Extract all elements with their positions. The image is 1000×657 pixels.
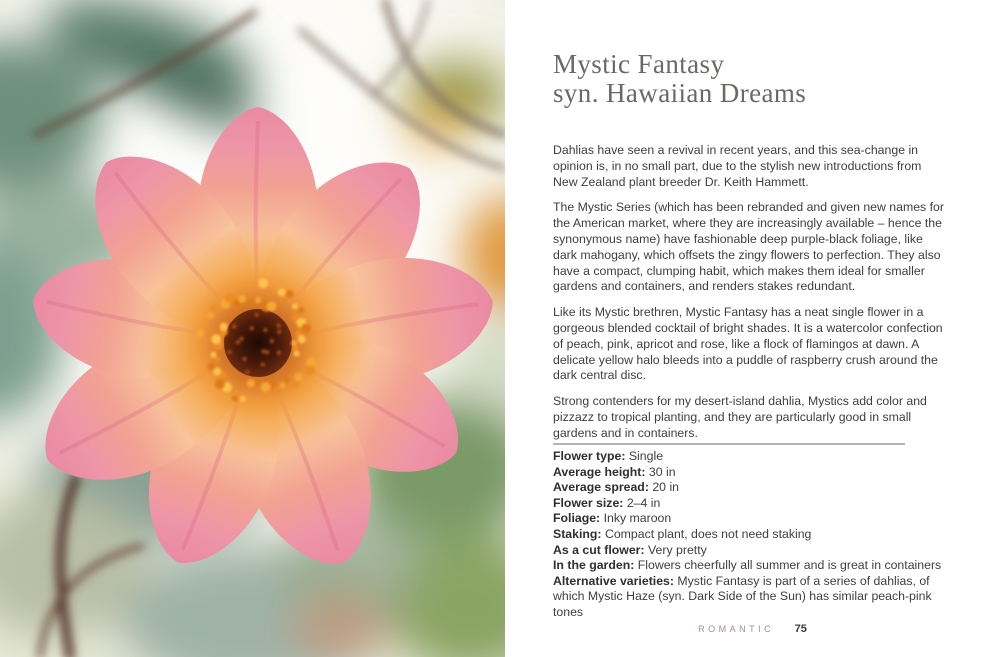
spec-label: Average spread: xyxy=(553,480,649,495)
spec-row xyxy=(553,527,946,543)
spec-value: 20 in xyxy=(652,480,680,495)
spec-value: Compact plant, does not need staking xyxy=(604,526,812,541)
spec-value: Inky maroon xyxy=(603,511,672,526)
spec-row xyxy=(553,449,946,465)
spec-row xyxy=(553,511,946,527)
spec-label: In the garden: xyxy=(553,558,635,573)
title-line-2: syn. Hawaiian Dreams xyxy=(553,78,807,108)
title-line-1: Mystic Fantasy xyxy=(553,49,725,79)
central-disc xyxy=(224,309,292,377)
spec-value: 30 in xyxy=(648,464,676,479)
paragraph: Dahlias have seen a revival in recent years, and this sea-change in opinion is, in no small part, due to the stylish new introductions from New Zealand plant breeder Dr. Keith Hammett. xyxy=(553,143,922,189)
spec-value: Flowers cheerfully all summer and is great in containers xyxy=(637,558,942,573)
paragraph: Like its Mystic brethren, Mystic Fantasy has a neat single flower in a gorgeous blended cocktail of bright shades. It is a watercolor confection of peach, pink, apricot and rose, like a flock of flamingos at dawn. A delicate yellow halo bleeds into a puddle of raspberry crush around the dark central disc. xyxy=(553,305,943,383)
spec-row xyxy=(553,480,946,496)
spec-label: Average height: xyxy=(553,464,646,479)
section-label: ROMANTIC xyxy=(698,623,775,634)
spec-row xyxy=(553,543,946,559)
spec-label: Staking: xyxy=(553,526,602,541)
paragraph: The Mystic Series (which has been rebranded and given new names for the American market, where they are increasingly available – hence the synonymous name) have fashionable deep purple-black foliage, like dark mahogany, which offsets the zingy flowers to perfection. They also have a compact, clumping habit, which makes them ideal for smaller gardens and containers, and renders stakes redundant. xyxy=(553,200,944,294)
body-text xyxy=(553,143,946,452)
spec-list xyxy=(553,449,946,621)
page-title xyxy=(553,50,953,108)
page-number: 75 xyxy=(794,622,807,635)
spec-label: As a cut flower: xyxy=(553,542,645,557)
paragraph: Strong contenders for my desert-island dahlia, Mystics add color and pizzazz to tropical planting, and they are particularly good in small gardens and in containers. xyxy=(553,394,927,440)
spec-row xyxy=(553,496,946,512)
spec-row xyxy=(553,558,946,574)
spec-label: Foliage: xyxy=(553,511,601,526)
page-footer xyxy=(505,620,1000,638)
spec-divider-rule xyxy=(553,443,905,445)
spec-row xyxy=(553,574,946,621)
spec-value: Single xyxy=(628,449,664,463)
spec-value: Very pretty xyxy=(647,542,707,557)
spec-label: Flower type: xyxy=(553,449,626,463)
spec-row xyxy=(553,465,946,481)
spec-label: Alternative varieties: xyxy=(553,573,674,588)
spec-label: Flower size: xyxy=(553,495,624,510)
spec-value: 2–4 in xyxy=(626,495,661,510)
spec-value: Mystic Fantasy is part of a series of dahlias, of which Mystic Haze (syn. Dark Side of the Sun) has similar peach-pink tones xyxy=(553,573,932,619)
